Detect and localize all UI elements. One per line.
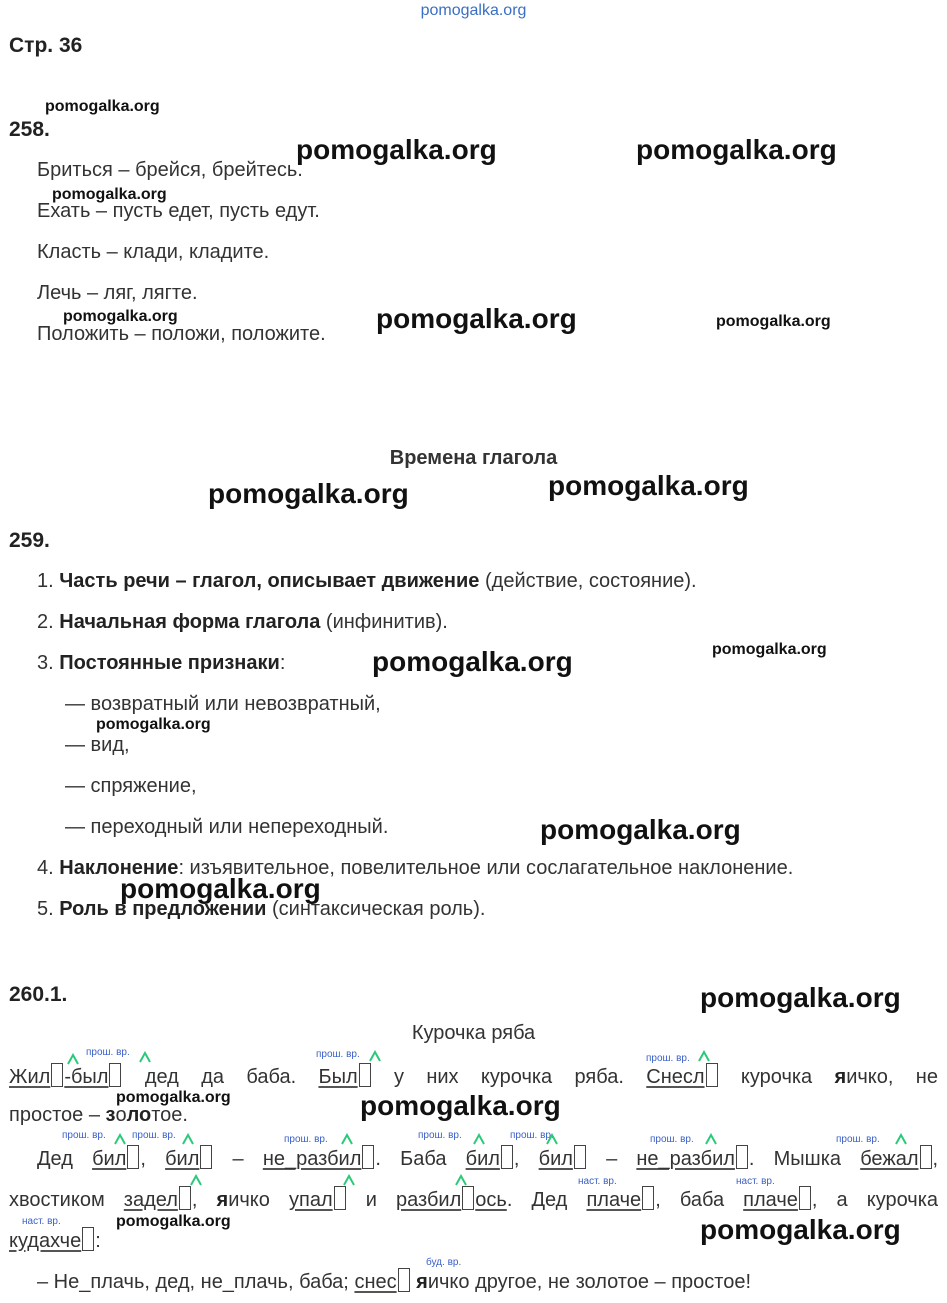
watermark[interactable]: pomogalka.org bbox=[636, 134, 837, 165]
suffix-caret-icon bbox=[698, 1050, 710, 1062]
ending-box bbox=[398, 1268, 410, 1292]
verb-plachet-1: плаче bbox=[586, 1189, 655, 1211]
story-line-2: простое – золотое. bbox=[9, 1104, 188, 1126]
watermark[interactable]: pomogalka.org bbox=[700, 982, 901, 1013]
ending-box bbox=[706, 1063, 718, 1087]
ex259-item-2: 2. Начальная форма глагола (инфинитив). bbox=[37, 611, 448, 633]
verb-snesu: снес bbox=[354, 1271, 410, 1293]
watermark[interactable]: pomogalka.org bbox=[372, 646, 573, 677]
watermark[interactable]: pomogalka.org bbox=[45, 98, 160, 115]
verb-byli: -был bbox=[64, 1066, 122, 1088]
tense-tag-past: прош. вр. bbox=[510, 1130, 554, 1141]
suffix-caret-icon bbox=[182, 1133, 194, 1145]
verb-upalo: упал bbox=[289, 1189, 347, 1211]
story-line-4: хвостиком задел , яичко упал и разбил ось. Дед плаче , баба плаче , а курочка bbox=[9, 1186, 938, 1212]
ex259-subitem-1: — возвратный или невозвратный, bbox=[65, 693, 381, 715]
verb-ne-razbil: не_разбил bbox=[263, 1148, 376, 1170]
suffix-caret-icon bbox=[139, 1051, 151, 1063]
ex259-subitem-4: — переходный или непереходный. bbox=[65, 816, 389, 838]
ex258-line-1: Бриться – брейся, брейтесь. bbox=[37, 159, 303, 181]
story-line-3: Дед бил , бил – не_разбил . Баба бил , бил – не_разбил . Мышка бежал , bbox=[37, 1145, 938, 1171]
suffix-caret-icon bbox=[455, 1174, 467, 1186]
ending-box bbox=[501, 1145, 513, 1169]
suffix-caret-icon bbox=[705, 1133, 717, 1145]
watermark[interactable]: pomogalka.org bbox=[120, 873, 321, 904]
tense-tag-past: прош. вр. bbox=[418, 1130, 462, 1141]
tense-tag-future: буд. вр. bbox=[426, 1257, 462, 1268]
section-title: Времена глагола bbox=[389, 447, 558, 469]
watermark-top[interactable]: pomogalka.org bbox=[420, 2, 527, 19]
watermark[interactable]: pomogalka.org bbox=[712, 641, 827, 658]
ending-box bbox=[462, 1186, 474, 1210]
tense-tag-past: прош. вр. bbox=[646, 1053, 690, 1064]
watermark[interactable]: pomogalka.org bbox=[360, 1090, 561, 1121]
verb-razbilos: разбил ось bbox=[396, 1189, 507, 1211]
verb-kudakhchet: кудахче bbox=[9, 1230, 95, 1252]
verb-zhili: Жил bbox=[9, 1066, 64, 1088]
ex259-item-3: 3. Постоянные признаки: bbox=[37, 652, 286, 674]
verb-ne-razbila: не_разбил bbox=[636, 1148, 749, 1170]
suffix-caret-icon bbox=[369, 1050, 381, 1062]
tense-tag-past: прош. вр. bbox=[86, 1047, 130, 1058]
story-line-5: кудахче : bbox=[9, 1227, 938, 1253]
ending-box bbox=[127, 1145, 139, 1169]
ex258-line-3: Класть – клади, кладите. bbox=[37, 241, 270, 263]
tense-tag-past: прош. вр. bbox=[836, 1134, 880, 1145]
ending-box bbox=[920, 1145, 932, 1169]
ex258-line-4: Лечь – ляг, лягте. bbox=[37, 282, 198, 304]
ending-box bbox=[82, 1227, 94, 1251]
ex259-item-4: 4. Наклонение: изъявительное, повелительное или сослагательное наклонение. bbox=[37, 857, 794, 879]
tense-tag-present: наст. вр. bbox=[736, 1176, 775, 1187]
verb-zadela: задел bbox=[124, 1189, 192, 1211]
ending-box bbox=[799, 1186, 811, 1210]
verb-byla: Был bbox=[318, 1066, 371, 1088]
suffix-caret-icon bbox=[473, 1133, 485, 1145]
tense-tag-past: прош. вр. bbox=[316, 1049, 360, 1060]
verb-bezhala: бежал bbox=[860, 1148, 932, 1170]
page-label: Стр. 36 bbox=[9, 34, 83, 57]
verb-bila-2: бил bbox=[539, 1148, 587, 1170]
tense-tag-past: прош. вр. bbox=[132, 1130, 176, 1141]
watermark[interactable]: pomogalka.org bbox=[700, 1214, 901, 1245]
verb-bila-1: бил bbox=[466, 1148, 514, 1170]
watermark[interactable]: pomogalka.org bbox=[208, 478, 409, 509]
verb-bil-1: бил bbox=[92, 1148, 140, 1170]
ex259-item-1: 1. Часть речи – глагол, описывает движение (действие, состояние). bbox=[37, 570, 697, 592]
ex259-subitem-2: — вид, bbox=[65, 734, 130, 756]
ending-box bbox=[574, 1145, 586, 1169]
ex259-item-5: 5. Роль в предложении (синтаксическая роль). bbox=[37, 898, 486, 920]
ending-box bbox=[51, 1063, 63, 1087]
ex258-line-2: Ехать – пусть едет, пусть едут. bbox=[37, 200, 320, 222]
ex259-subitem-3: — спряжение, bbox=[65, 775, 197, 797]
ending-box bbox=[334, 1186, 346, 1210]
watermark[interactable]: pomogalka.org bbox=[376, 303, 577, 334]
exercise-258-number: 258. bbox=[9, 118, 50, 141]
watermark[interactable]: pomogalka.org bbox=[116, 1089, 231, 1106]
watermark[interactable]: pomogalka.org bbox=[548, 470, 749, 501]
suffix-caret-icon bbox=[341, 1133, 353, 1145]
ending-box bbox=[362, 1145, 374, 1169]
ending-box bbox=[200, 1145, 212, 1169]
watermark[interactable]: pomogalka.org bbox=[540, 814, 741, 845]
watermark[interactable]: pomogalka.org bbox=[716, 313, 831, 330]
story-line-6: – Не_плачь, дед, не_плачь, баба; снес яичко другое, не золотое – простое! bbox=[37, 1268, 938, 1294]
watermark[interactable]: pomogalka.org bbox=[52, 186, 167, 203]
exercise-260-number: 260.1. bbox=[9, 983, 68, 1006]
ending-box bbox=[359, 1063, 371, 1087]
suffix-caret-icon bbox=[343, 1174, 355, 1186]
watermark[interactable]: pomogalka.org bbox=[116, 1213, 231, 1230]
suffix-caret-icon bbox=[67, 1053, 79, 1065]
watermark[interactable]: pomogalka.org bbox=[96, 716, 211, 733]
verb-bil-2: бил bbox=[165, 1148, 213, 1170]
ex258-line-5: Положить – положи, положите. bbox=[37, 323, 326, 345]
ending-box bbox=[109, 1063, 121, 1087]
suffix-caret-icon bbox=[895, 1133, 907, 1145]
suffix-caret-icon bbox=[114, 1133, 126, 1145]
ending-box bbox=[642, 1186, 654, 1210]
suffix-caret-icon bbox=[546, 1133, 558, 1145]
ending-box bbox=[736, 1145, 748, 1169]
tense-tag-past: прош. вр. bbox=[650, 1134, 694, 1145]
tense-tag-past: прош. вр. bbox=[62, 1130, 106, 1141]
watermark[interactable]: pomogalka.org bbox=[296, 134, 497, 165]
ending-box bbox=[179, 1186, 191, 1210]
verb-snesla: Снесл bbox=[646, 1066, 718, 1088]
suffix-caret-icon bbox=[190, 1174, 202, 1186]
story-title: Курочка ряба bbox=[411, 1022, 536, 1044]
story-line-1: Жил -был дед да баба. Был у них курочка ряба. Снесл курочка яичко, не bbox=[9, 1063, 938, 1089]
verb-plachet-2: плаче bbox=[743, 1189, 812, 1211]
exercise-259-number: 259. bbox=[9, 529, 50, 552]
tense-tag-present: наст. вр. bbox=[578, 1176, 617, 1187]
tense-tag-past: прош. вр. bbox=[284, 1134, 328, 1145]
tense-tag-present: наст. вр. bbox=[22, 1216, 61, 1227]
watermark[interactable]: pomogalka.org bbox=[63, 308, 178, 325]
